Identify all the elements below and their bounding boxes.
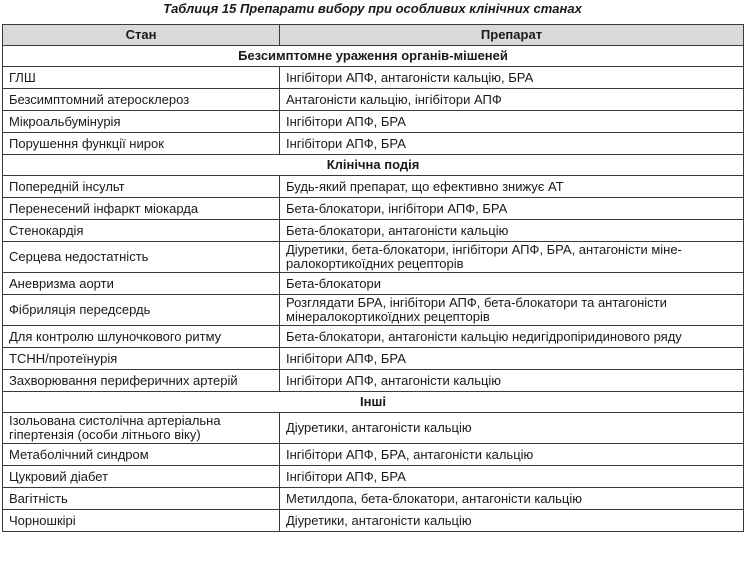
condition-cell: Ізольована систолічна артеріальна гіпертензія (особи літнього віку)	[3, 413, 280, 444]
drug-cell: Інгібітори АПФ, БРА	[280, 466, 744, 488]
condition-cell: Вагітність	[3, 488, 280, 510]
drug-cell: Діуретики, антагоністи кальцію	[280, 413, 744, 444]
drug-cell: Діуретики, бета-блокатори, інгібітори АПФ, БРА, антагоністи міне-ралокортикоїдних рецепторів	[280, 242, 744, 273]
drug-cell: Бета-блокатори	[280, 273, 744, 295]
table-row	[3, 176, 744, 198]
table-row	[3, 273, 744, 295]
condition-cell: ГЛШ	[3, 67, 280, 89]
section-heading-row	[3, 46, 744, 67]
drug-cell: Інгібітори АПФ, БРА	[280, 133, 744, 155]
section-heading: Інші	[3, 392, 744, 413]
table-row	[3, 133, 744, 155]
table-row	[3, 413, 744, 444]
condition-cell: Захворювання периферичних артерій	[3, 370, 280, 392]
drug-cell: Інгібітори АПФ, антагоністи кальцію, БРА	[280, 67, 744, 89]
table-row	[3, 348, 744, 370]
condition-cell: Стенокардія	[3, 220, 280, 242]
table-row	[3, 466, 744, 488]
section-heading-row	[3, 155, 744, 176]
table-caption: Таблиця 15 Препарати вибору при особливих клінічних станах	[163, 1, 582, 16]
condition-cell: Цукровий діабет	[3, 466, 280, 488]
drug-cell: Інгібітори АПФ, БРА, антагоністи кальцію	[280, 444, 744, 466]
condition-cell: Для контролю шлуночкового ритму	[3, 326, 280, 348]
table-row	[3, 326, 744, 348]
condition-cell: Серцева недостатність	[3, 242, 280, 273]
table-row	[3, 370, 744, 392]
table-body	[3, 46, 744, 532]
table-row	[3, 295, 744, 326]
table-row	[3, 89, 744, 111]
drug-cell: Інгібітори АПФ, БРА	[280, 348, 744, 370]
drug-cell: Інгібітори АПФ, антагоністи кальцію	[280, 370, 744, 392]
drug-cell: Будь-який препарат, що ефективно знижує АТ	[280, 176, 744, 198]
condition-cell: Попередній інсульт	[3, 176, 280, 198]
drug-cell: Бета-блокатори, інгібітори АПФ, БРА	[280, 198, 744, 220]
condition-cell: Аневризма аорти	[3, 273, 280, 295]
table-row	[3, 510, 744, 532]
table-row	[3, 242, 744, 273]
condition-cell: Чорношкірі	[3, 510, 280, 532]
drug-table	[2, 24, 744, 532]
column-header-drug: Препарат	[280, 25, 744, 46]
table-row	[3, 111, 744, 133]
section-heading: Безсимптомне ураження органів-мішеней	[3, 46, 744, 67]
table-row	[3, 67, 744, 89]
drug-cell: Бета-блокатори, антагоністи кальцію	[280, 220, 744, 242]
condition-cell: Порушення функції нирок	[3, 133, 280, 155]
drug-cell: Діуретики, антагоністи кальцію	[280, 510, 744, 532]
section-heading-row	[3, 392, 744, 413]
drug-cell: Розглядати БРА, інгібітори АПФ, бета-блокатори та антагоністи мінералокортикоїдних рецепторів	[280, 295, 744, 326]
table-row	[3, 444, 744, 466]
drug-cell: Метилдопа, бета-блокатори, антагоністи кальцію	[280, 488, 744, 510]
condition-cell: Мікроальбумінурія	[3, 111, 280, 133]
table-row	[3, 488, 744, 510]
condition-cell: Фібриляція передсердь	[3, 295, 280, 326]
table-row	[3, 220, 744, 242]
condition-cell: Метаболічний синдром	[3, 444, 280, 466]
section-heading: Клінічна подія	[3, 155, 744, 176]
table-row	[3, 198, 744, 220]
drug-cell: Бета-блокатори, антагоністи кальцію недигідропіридинового ряду	[280, 326, 744, 348]
condition-cell: Перенесений інфаркт міокарда	[3, 198, 280, 220]
table-header-row	[3, 25, 744, 46]
column-header-condition: Стан	[3, 25, 280, 46]
condition-cell: ТСНН/протеїнурія	[3, 348, 280, 370]
drug-cell: Антагоністи кальцію, інгібітори АПФ	[280, 89, 744, 111]
condition-cell: Безсимптомний атеросклероз	[3, 89, 280, 111]
drug-cell: Інгібітори АПФ, БРА	[280, 111, 744, 133]
